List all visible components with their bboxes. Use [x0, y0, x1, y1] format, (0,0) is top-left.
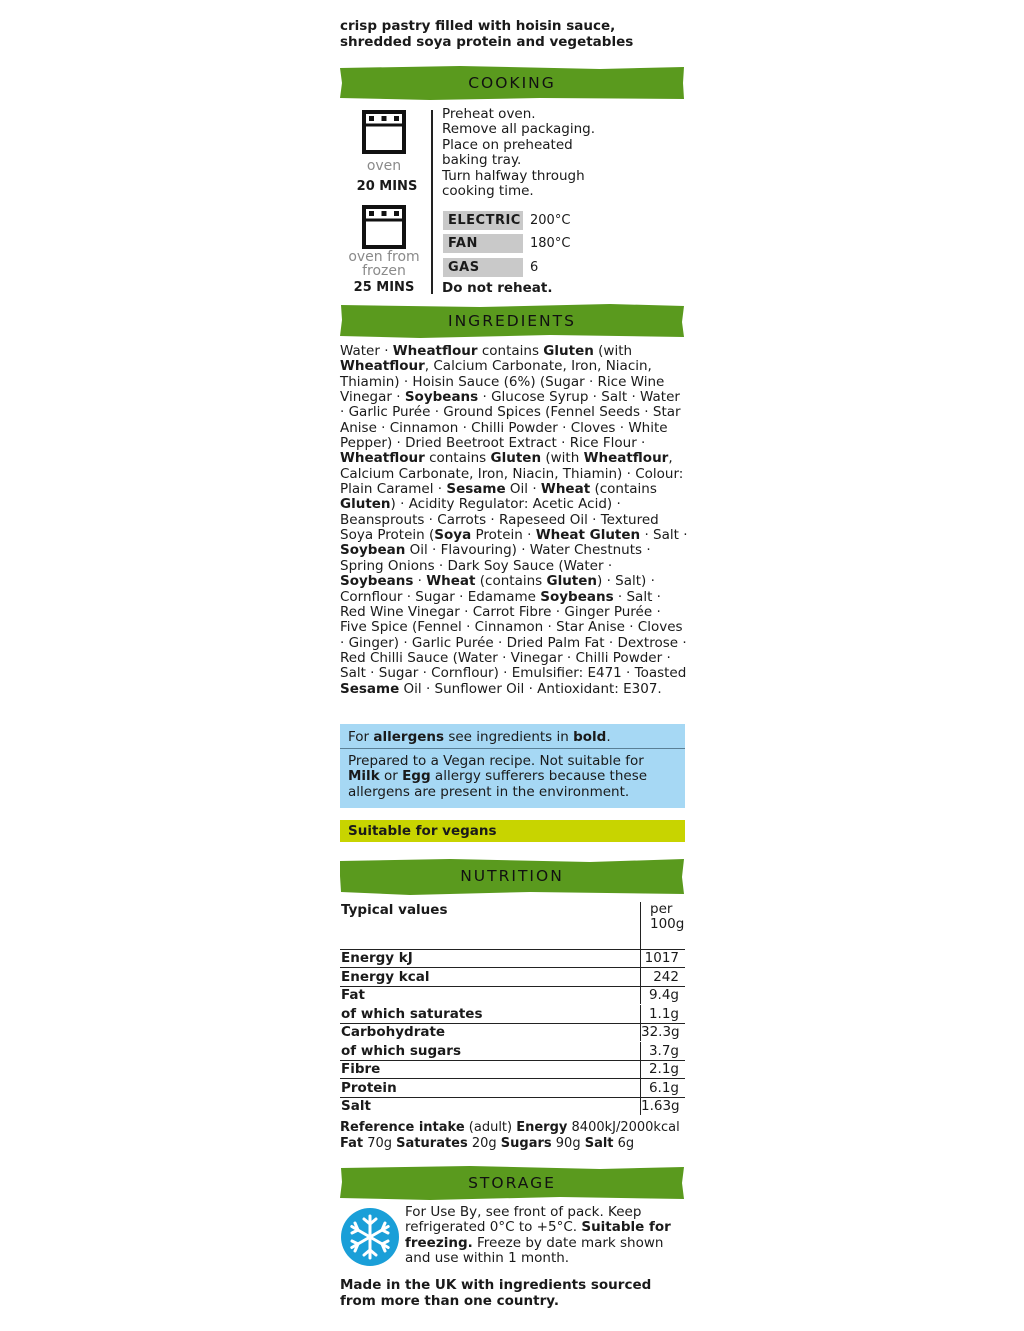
ingredient-text: Wheatflour [340, 358, 425, 375]
vegan-recipe-note [348, 754, 678, 800]
temp-value: 6 [530, 260, 539, 275]
allergen-divider [340, 748, 685, 749]
nutrient-value: 2.1g [640, 1060, 685, 1078]
nutrient-value: 1.63g [640, 1097, 685, 1115]
ingredient-text: Gluten [546, 573, 598, 590]
nutrient-value: 32.3g [640, 1023, 685, 1041]
ingredient-text: (with [541, 450, 584, 467]
ingredient-text: · Salt · Red Wine Vinegar · Carrot Fibre · Ginger Purée · Five Spice (Fennel · Cinnamon · Star Anise · Cloves · Ginger) · Garlic Purée · Dried Palm Fat · Dextrose · Red Chilli Sauce (Water · Vinegar · Chilli Powder · Salt · Sugar · Cornflour) · Emulsifier: E471 · Toasted [340, 588, 687, 682]
nutrient-label: Carbohydrate [341, 1024, 446, 1040]
ingredients-list [340, 344, 688, 697]
nutrition-row [340, 986, 685, 1004]
ingredient-text: · [413, 573, 427, 590]
ingredient-text: Oil · Sunflower Oil · Antioxidant: E307. [399, 680, 662, 697]
cooking-title: COOKING [468, 74, 556, 92]
ingredient-text: Sesame [340, 680, 400, 697]
allergen-text: Prepared to a Vegan recipe. Not suitable for [348, 753, 644, 769]
nutrition-row [340, 1005, 685, 1024]
oven-frozen-time: 25 MINS [353, 280, 415, 295]
ingredient-text: Wheat [426, 573, 476, 590]
oven-frozen-icon [362, 205, 406, 249]
ingredient-text: contains [477, 343, 544, 359]
nutrient-label: of which sugars [341, 1042, 461, 1059]
reference-intake [340, 1120, 700, 1152]
nutrition-title: NUTRITION [460, 867, 564, 885]
ingredient-text: Soya [434, 527, 472, 544]
per-100g-header [640, 902, 685, 949]
nutrient-label: Energy kcal [341, 968, 430, 985]
allergen-text: or [379, 768, 403, 785]
per-label: per [650, 901, 673, 917]
nutrient-label: Protein [341, 1079, 397, 1096]
nutrient-value: 6.1g [640, 1079, 685, 1097]
storage-instructions [405, 1205, 685, 1267]
cooking-steps [442, 107, 622, 199]
storage-text: Freeze by date mark shown and use within 1 month. [405, 1234, 664, 1267]
cooking-step: Place on preheated [442, 136, 573, 153]
storage-text: Suitable for freezing. [405, 1219, 671, 1251]
reference-intake-text: 8400kJ/2000kcal [567, 1120, 680, 1135]
allergen-info-box [340, 724, 685, 808]
nutrition-row [340, 1042, 685, 1061]
nutrient-label: Energy kJ [341, 950, 413, 966]
reference-intake-text: Salt [584, 1136, 614, 1151]
nutrition-row [340, 1079, 685, 1098]
ingredient-text: Wheatflour [583, 450, 669, 467]
cooking-step: Remove all packaging. [442, 121, 595, 138]
nutrient-label: of which saturates [341, 1005, 483, 1022]
ingredients-header [340, 304, 684, 338]
cooking-step: Preheat oven. [442, 106, 536, 122]
per-amount: 100g [650, 916, 685, 933]
ingredient-text: Water · [340, 343, 393, 359]
allergen-text: . [606, 729, 611, 745]
reference-intake-text: Reference intake [340, 1120, 465, 1135]
reference-intake-text: 90g [551, 1136, 585, 1151]
reference-intake-text: Sugars [500, 1136, 552, 1151]
ingredient-text: Sesame [446, 481, 506, 498]
nutrition-row [340, 949, 685, 968]
typical-values-label: Typical values [341, 902, 448, 918]
ingredient-text: Gluten [490, 450, 542, 467]
ingredient-text: Soybean [340, 542, 406, 559]
cooking-divider [431, 110, 433, 294]
ingredient-text: , Calcium Carbonate, Iron, Niacin, Thiamin) · Colour: Plain Caramel · [340, 450, 684, 498]
allergen-text: For [348, 729, 374, 745]
reference-intake-text: (adult) [464, 1120, 517, 1135]
reference-intake-text: 20g [467, 1136, 501, 1151]
allergen-text: see ingredients in [444, 729, 574, 745]
temp-value: 180°C [530, 236, 571, 251]
reference-intake-text: 6g [613, 1136, 635, 1151]
ingredient-text: (contains [475, 573, 547, 590]
nutrition-table-header [340, 902, 685, 950]
nutrition-row [340, 1097, 685, 1115]
cooking-header [340, 66, 684, 100]
ingredient-text: Oil · [505, 481, 541, 498]
allergen-text: Milk [348, 768, 380, 785]
nutrition-row [340, 1023, 685, 1041]
oven-icon [362, 110, 406, 154]
ingredient-text: (with [593, 343, 633, 359]
ingredient-text: · Glucose Syrup · Salt · Water · Garlic Purée · Ground Spices (Fennel Seeds · Star Anise · Cinnamon · Chilli Powder · Cloves · White Pepper) · Dried Beetroot Extract · Rice Flour · [340, 389, 681, 452]
ingredient-text: contains [424, 450, 491, 467]
oven-time: 20 MINS [356, 179, 418, 194]
nutrient-label: Fat [341, 987, 365, 1003]
ingredient-text: Wheatflour [340, 450, 425, 467]
origin-statement: Made in the UK with ingredients sourced from more than one country. [340, 1277, 652, 1309]
allergen-text: allergy sufferers because these allergens are present in the environment. [348, 768, 648, 800]
allergen-text: Egg [402, 768, 431, 785]
ingredient-text: Wheat Gluten [535, 527, 641, 544]
temp-value: 200°C [530, 213, 571, 228]
temp-label: FAN [443, 234, 523, 253]
snowflake-icon [341, 1208, 399, 1266]
cooking-step: Turn halfway through [442, 167, 585, 184]
nutrient-value: 3.7g [640, 1042, 685, 1060]
ingredient-text: Wheat [540, 481, 591, 498]
ingredient-text: Gluten [543, 343, 594, 359]
temp-label: GAS [443, 258, 523, 277]
oven-frozen-label-line1: oven from [348, 249, 420, 265]
ingredient-text: Oil · Flavouring) · Water Chestnuts · Spring Onions · Dark Soy Sauce (Water · [340, 542, 651, 574]
ingredient-text: Gluten [340, 496, 391, 513]
ingredient-text: , Calcium Carbonate, Iron, Niacin, Thiamin) · Hoisin Sauce (6%) (Sugar · Rice Wine Vinegar · [340, 358, 665, 406]
nutrition-row [340, 968, 685, 987]
cooking-step: cooking time. [442, 183, 534, 200]
reference-intake-text: 70g [363, 1136, 397, 1151]
ingredient-text: Soybeans [540, 588, 614, 605]
ingredient-text: Soybeans [340, 573, 414, 590]
temp-label: ELECTRIC [443, 211, 523, 230]
ingredient-text: · Salt · [640, 527, 688, 544]
nutrient-value: 242 [640, 968, 685, 986]
oven-label: oven [366, 158, 402, 174]
allergen-text: allergens [373, 729, 445, 745]
storage-header [340, 1166, 684, 1200]
ingredient-text: Protein · [471, 527, 536, 544]
nutrient-value: 9.4g [640, 986, 685, 1004]
oven-frozen-label [339, 251, 429, 278]
nutrition-row [340, 1060, 685, 1079]
vegan-badge: Suitable for vegans [340, 820, 685, 842]
nutrient-value: 1.1g [640, 1005, 685, 1023]
allergen-note [348, 729, 611, 745]
reference-intake-text: Saturates [396, 1136, 468, 1151]
oven-frozen-label-line2: frozen [362, 262, 406, 279]
nutrient-label: Salt [341, 1098, 371, 1114]
product-description: crisp pastry filled with hoisin sauce, shredded soya protein and vegetables [340, 18, 634, 50]
storage-title: STORAGE [468, 1174, 556, 1192]
cooking-step: baking tray. [442, 152, 522, 169]
reheat-note: Do not reheat. [442, 280, 553, 296]
allergen-text: bold [573, 729, 607, 745]
ingredients-title: INGREDIENTS [448, 312, 576, 330]
storage-text: For Use By, see front of pack. Keep refrigerated 0°C to +5°C. [405, 1204, 642, 1236]
nutrition-header [340, 859, 684, 893]
ingredient-text: (contains [590, 481, 657, 498]
nutrient-value: 1017 [640, 949, 685, 967]
ingredient-text: ) · Salt) · Cornflour · Sugar · Edamame [340, 573, 655, 605]
reference-intake-text: Energy [516, 1120, 568, 1135]
reference-intake-text: Fat [340, 1136, 364, 1151]
nutrient-label: Fibre [341, 1061, 381, 1077]
ingredient-text: ) · Acidity Regulator: Acetic Acid) · Beansprouts · Carrots · Rapeseed Oil · Textured Soya Protein ( [340, 496, 659, 544]
ingredient-text: Wheatflour [392, 343, 478, 359]
ingredient-text: Soybeans [404, 389, 479, 406]
